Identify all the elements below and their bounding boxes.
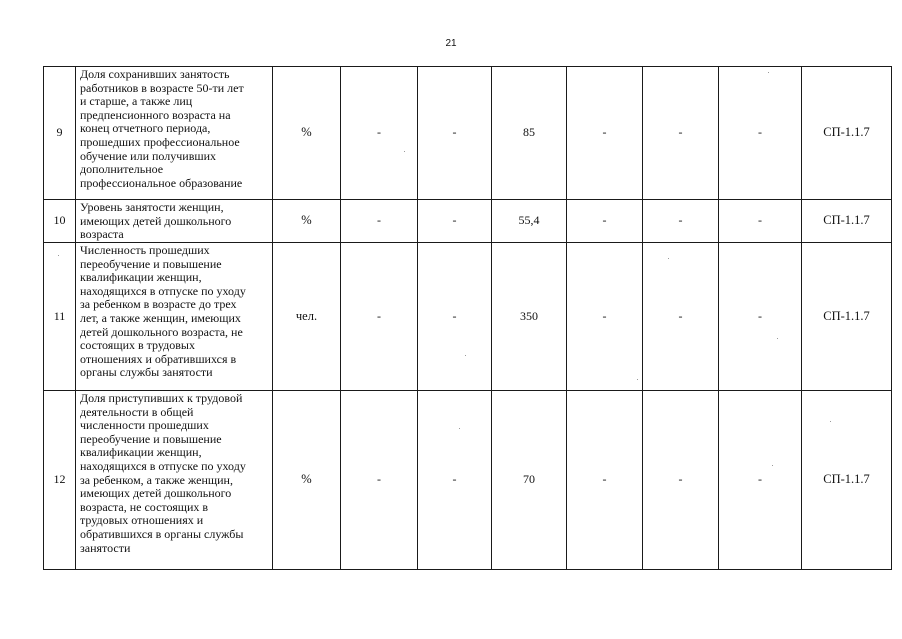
indicator-text-line: имеющих детей дошкольного [80, 486, 232, 501]
scan-speck [404, 151, 405, 152]
value-cell: - [341, 200, 418, 243]
indicator-text-line: конец отчетного периода, [80, 121, 211, 136]
indicator-text-line: имеющих детей дошкольного [80, 213, 232, 228]
value-cell: - [341, 391, 418, 570]
indicator-text-line: квалификации женщин, [80, 445, 202, 460]
indicator-text-line: органы службы занятости [80, 365, 213, 380]
indicator-text-line: находящихся в отпуске по уходу [80, 283, 246, 298]
row-number-cell: 9 [44, 67, 76, 200]
scan-speck [777, 338, 778, 339]
indicator-name-cell [76, 243, 273, 391]
indicator-text-line: Доля сохранивших занятость [80, 67, 230, 81]
value-cell: - [341, 67, 418, 200]
unit-cell: % [273, 200, 341, 243]
value-cell: 85 [492, 67, 567, 200]
indicator-text-line: обратившихся в органы службы [80, 526, 244, 541]
scan-speck [465, 355, 466, 356]
value-cell: - [418, 243, 492, 391]
value-cell: - [341, 243, 418, 391]
indicator-name-cell [76, 67, 273, 200]
indicator-text-line: детей дошкольного возраста, не [80, 324, 243, 339]
value-cell: - [418, 391, 492, 570]
row-number-cell: 12 [44, 391, 76, 570]
value-cell: - [567, 243, 643, 391]
indicator-text-line: трудовых отношениях и [80, 513, 204, 528]
row-number-cell: 11 [44, 243, 76, 391]
page-number: 21 [445, 38, 457, 49]
indicator-text-line: лет, а также женщин, имеющих [80, 310, 241, 325]
table-row [44, 243, 892, 391]
indicator-text-line: возраста, не состоящих в [80, 499, 209, 514]
indicator-text-line: деятельности в общей [80, 404, 194, 419]
indicator-text-line: за ребенком в возрасте до трех [80, 297, 237, 312]
scan-speck [830, 421, 831, 422]
unit-cell: чел. [273, 243, 341, 391]
indicator-name-cell [76, 200, 273, 243]
indicator-text-line: возраста [80, 227, 124, 242]
indicator-name-cell [76, 391, 273, 570]
value-cell: 70 [492, 391, 567, 570]
scan-speck [668, 258, 669, 259]
indicator-text-line: состоящих в трудовых [80, 338, 195, 353]
indicator-text-line: находящихся в отпуске по уходу [80, 458, 246, 473]
value-cell: - [719, 67, 802, 200]
value-cell: - [643, 243, 719, 391]
value-cell: - [719, 200, 802, 243]
scan-speck [459, 428, 460, 429]
value-cell: - [418, 200, 492, 243]
indicator-text-line: прошедших профессиональное [80, 134, 240, 149]
scan-speck [772, 465, 773, 466]
indicator-text-line: отношениях и обратившихся в [80, 351, 237, 366]
code-cell: СП-1.1.7 [802, 200, 892, 243]
scan-speck [637, 379, 638, 380]
value-cell: - [643, 67, 719, 200]
code-cell: СП-1.1.7 [802, 391, 892, 570]
table-row [44, 200, 892, 243]
indicator-text-line: профессиональное образование [80, 175, 243, 190]
value-cell: - [719, 243, 802, 391]
table-row [44, 67, 892, 200]
code-cell: СП-1.1.7 [802, 243, 892, 391]
indicator-text-line: работников в возрасте 50-ти лет [80, 80, 244, 95]
code-cell: СП-1.1.7 [802, 67, 892, 200]
indicator-text-line: Численность прошедших [80, 243, 210, 257]
unit-cell: % [273, 67, 341, 200]
value-cell: - [418, 67, 492, 200]
indicator-text-line: численности прошедших [80, 418, 209, 433]
value-cell: - [567, 200, 643, 243]
indicator-text-line: дополнительное [80, 162, 164, 177]
scan-speck [58, 255, 59, 256]
value-cell: 55,4 [492, 200, 567, 243]
indicator-text-line: за ребенком, а также женщин, [80, 472, 233, 487]
indicators-table [43, 66, 892, 570]
indicator-text-line: и старше, а также лиц [80, 94, 193, 109]
value-cell: - [643, 200, 719, 243]
row-number-cell: 10 [44, 200, 76, 243]
indicator-text-line: переобучение и повышение [80, 431, 222, 446]
indicator-text-line: занятости [80, 540, 131, 555]
value-cell: - [567, 67, 643, 200]
value-cell: - [567, 391, 643, 570]
table-row [44, 391, 892, 570]
unit-cell: % [273, 391, 341, 570]
value-cell: 350 [492, 243, 567, 391]
value-cell: - [643, 391, 719, 570]
indicator-text-line: обучение или получивших [80, 148, 217, 163]
indicator-text-line: Доля приступивших к трудовой [80, 391, 243, 405]
value-cell: - [719, 391, 802, 570]
indicator-text-line: Уровень занятости женщин, [80, 200, 224, 214]
indicator-text-line: предпенсионного возраста на [80, 107, 231, 122]
indicator-text-line: переобучение и повышение [80, 256, 222, 271]
indicator-text-line: квалификации женщин, [80, 270, 202, 285]
scan-speck [768, 72, 769, 73]
